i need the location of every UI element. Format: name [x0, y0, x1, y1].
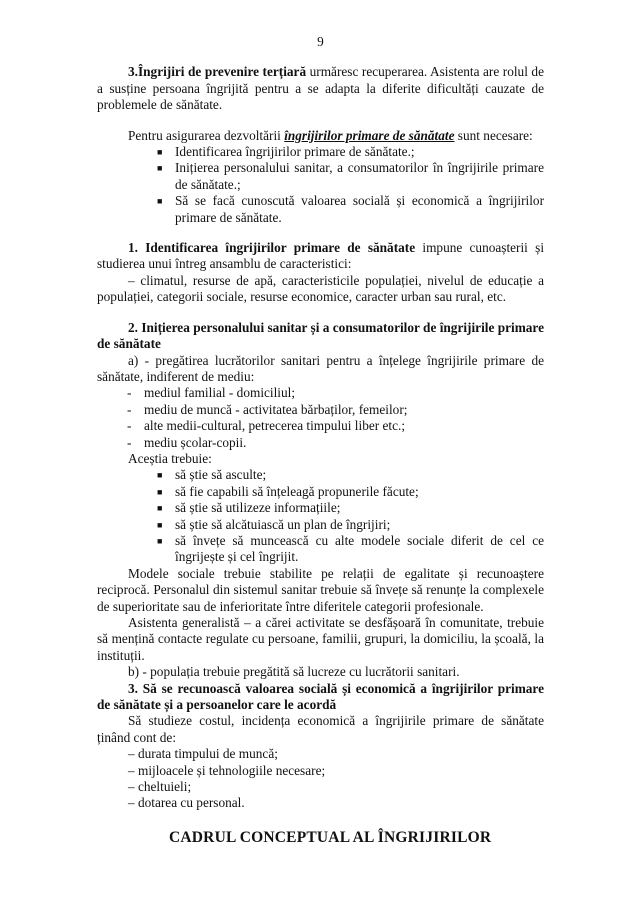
list-item: – cheltuieli; [128, 779, 192, 795]
list-item-text: mediu de muncă - activitatea bărbaților, femeilor; [144, 401, 408, 417]
list-item-text: să fie capabili să înțeleagă propunerile făcute; [175, 483, 419, 499]
section-1-dash-text: – climatul, resurse de apă, caracteristicile populației, nivelul de educație a populației, categorii sociale, resurse economice, caracter urban sau rural, etc. [97, 272, 544, 305]
requirements-intro: Pentru asigurarea dezvoltării [128, 127, 285, 143]
requirements-list [97, 144, 544, 226]
list-item [97, 533, 544, 566]
section-1-paragraph [97, 240, 544, 273]
paragraph-requirements [97, 128, 544, 144]
section-2-heading-text: 2. Inițierea personalului sanitar și a consumatorilor de îngrijirile primare de sănătate [97, 319, 544, 352]
list-item [97, 467, 544, 483]
section-3-heading-text: 3. Să se recunoască valoarea socială și economică a îngrijirilor primare de sănătate și a persoanelor care le acordă [97, 680, 544, 713]
section-3-text: Să studieze costul, incidența economică a îngrijirile primare de sănătate ținând cont de: [97, 713, 544, 745]
dash-bullet-icon: - [127, 418, 132, 434]
list-item [97, 418, 544, 434]
list-item: – dotarea cu personal. [128, 795, 245, 811]
square-bullet-icon: ■ [157, 196, 163, 207]
list-item-text: Să se facă cunoscută valoarea socială și economică a îngrijirilor primare de sănătate. [175, 193, 544, 225]
section-2-b: b) - populația trebuie pregătită să lucreze cu lucrătorii sanitari. [128, 664, 460, 680]
list-item [97, 517, 544, 533]
page-number: 9 [317, 34, 324, 49]
list-item [97, 144, 544, 160]
requirements-suffix: sunt necesare: [454, 127, 533, 143]
general-nurse-paragraph: Asistenta generalistă – a cărei activitate se desfășoară în comunitate, trebuie să mențină contacte regulate cu persoane, familii, grupuri, la domiciliu, la școală, la instituții. [97, 615, 544, 663]
tertiary-care-text: urmăresc recuperarea. Asistenta are rolul de a susține persoana îngrijită pentru a se adapta la diferite dificultăți cauzate de problemele de sănătate. [97, 64, 544, 113]
section-3-heading [97, 681, 544, 714]
document-page [97, 34, 544, 846]
square-bullet-icon: ■ [157, 486, 163, 497]
environments-list [97, 385, 544, 451]
list-item [97, 435, 544, 451]
list-item-text: Inițierea personalului sanitar, a consumatorilor în îngrijirile primare de sănătate.; [175, 160, 544, 192]
list-item-text: alte medii-cultural, petrecerea timpului liber etc.; [144, 418, 406, 434]
section-1-text: impune cunoașterii și studierea unui întreg ansamblu de caracteristici: [97, 240, 545, 272]
list-item: – mijloacele și tehnologiile necesare; [128, 762, 326, 778]
section-2-a: a) - pregătirea lucrătorilor sanitari pentru a înțelege îngrijirile primare de sănătate, indiferent de mediu: [97, 352, 544, 384]
section-title: CADRUL CONCEPTUAL AL ÎNGRIJIRILOR [169, 828, 492, 846]
list-item-text: să știe să alcătuiască un plan de îngrijiri; [175, 516, 391, 532]
dash-bullet-icon: - [127, 401, 132, 417]
list-item [97, 160, 544, 193]
acestia-label: Aceștia trebuie: [128, 450, 212, 466]
square-bullet-icon: ■ [157, 519, 163, 530]
social-models-paragraph: Modele sociale trebuie stabilite pe relații de egalitate și recunoaștere reciprocă. Personalul din sistemul sanitar trebuie să învețe să renunțe la complexele de superioritate sau de inferioritate între diferitele categorii profesionale. [97, 565, 544, 614]
section-1-heading: 1. Identificarea îngrijirilor primare de sănătate [128, 240, 416, 256]
list-item [97, 193, 544, 226]
section-2-heading [97, 320, 544, 353]
paragraph-tertiary-care [97, 64, 544, 113]
square-bullet-icon: ■ [157, 503, 163, 514]
list-item [97, 385, 544, 401]
list-item-text: să știe să asculte; [175, 467, 267, 483]
list-item-text: mediul familial - domiciliul; [144, 385, 296, 401]
square-bullet-icon: ■ [157, 163, 163, 174]
list-item [97, 402, 544, 418]
list-item-text: să știe să utilizeze informațiile; [175, 500, 341, 516]
list-item [97, 484, 544, 500]
primary-care-emphasis: îngrijirilor primare de sănătate [284, 127, 455, 143]
list-item [97, 500, 544, 516]
list-item-text: mediu școlar-copii. [144, 434, 247, 450]
list-item-text: să învețe să muncească cu alte modele sociale diferit de cel ce îngrijește și cel îngrijit. [175, 532, 544, 565]
tertiary-care-heading: 3.Îngrijiri de prevenire terțiară [128, 64, 307, 80]
list-item: – durata timpului de muncă; [128, 746, 278, 762]
list-item-text: Identificarea îngrijirilor primare de sănătate.; [175, 144, 415, 160]
square-bullet-icon: ■ [157, 147, 163, 158]
square-bullet-icon: ■ [157, 535, 163, 546]
cost-factors-list [97, 746, 544, 812]
skills-list [97, 467, 544, 565]
dash-bullet-icon: - [127, 434, 132, 450]
square-bullet-icon: ■ [157, 470, 163, 481]
dash-bullet-icon: - [127, 385, 132, 401]
